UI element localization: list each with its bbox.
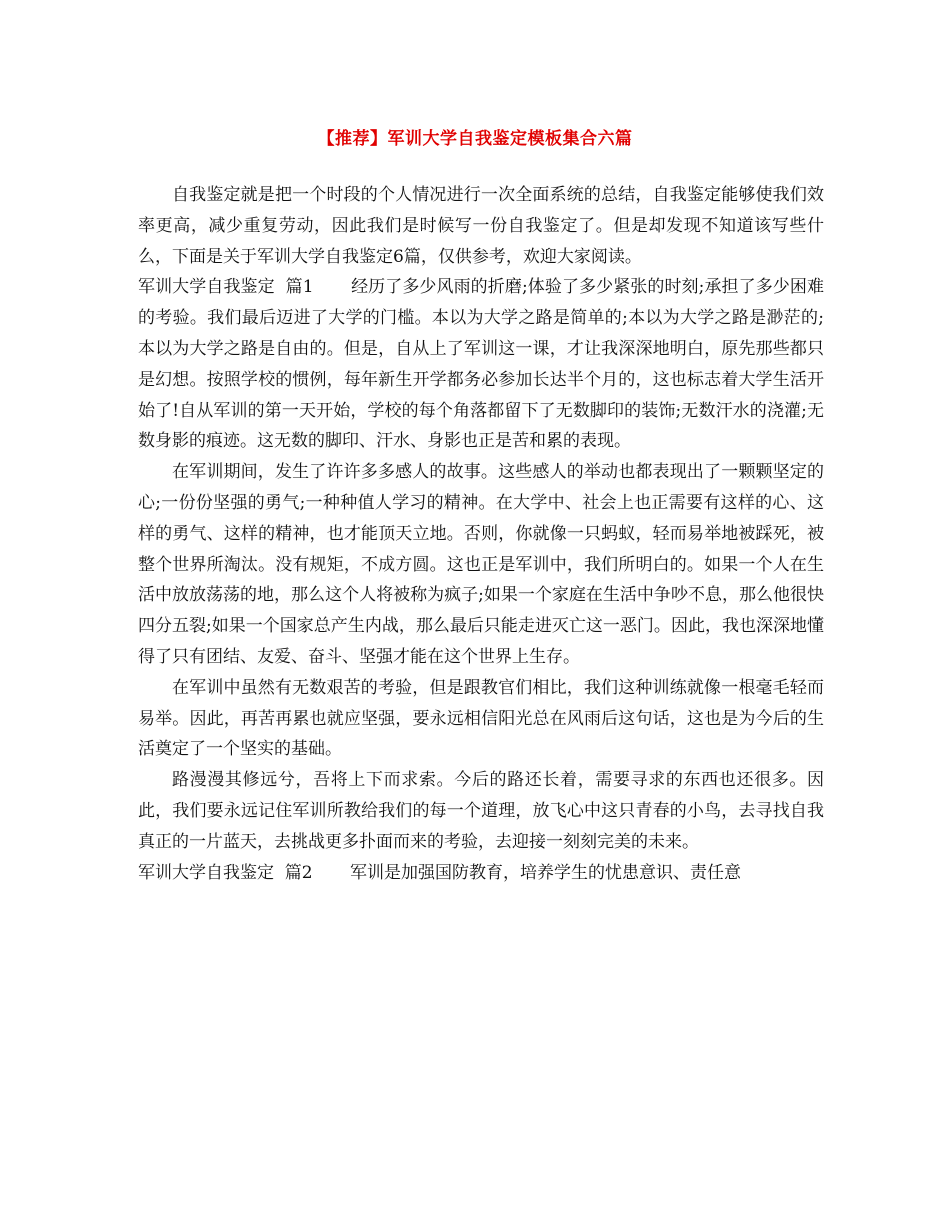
section-2-text: 军训是加强国防教育，培养学生的忧患意识、责任意 bbox=[350, 862, 742, 883]
section-1-paragraph-4: 路漫漫其修远兮，吾将上下而求索。今后的路还长着，需要寻求的东西也还很多。因此，我们要永远记住军训所教给我们的每一个道理，放飞心中这只青春的小鸟，去寻找自我真正的一片蓝天，去挑战更多扑面而来的考验，去迎接一刻刻完美的未来。 bbox=[138, 770, 824, 852]
section-1-paragraph-3: 在军训中虽然有无数艰苦的考验，但是跟教官们相比，我们这种训练就像一根毫毛轻而易举。因此，再苦再累也就应坚强，要永远相信阳光总在风雨后这句话，这也是为今后的生活奠定了一个坚实的基础。 bbox=[138, 677, 824, 760]
section-2-heading: 军训大学自我鉴定 篇2 bbox=[138, 862, 313, 883]
section-1-heading: 军训大学自我鉴定 篇1 bbox=[138, 277, 314, 298]
section-1-text: 经历了多少风雨的折磨;体验了多少紧张的时刻;承担了多少困难的考验。我们最后迈进了大学的门槛。本以为大学之路是简单的;本以为大学之路是渺茫的;本以为大学之路是自由的。但是，自从上了军训这一课，才让我深深地明白，原先那些都只是幻想。按照学校的惯例，每年新生开学都务必参加长达半个月的，这也标志着大学生活开始了!自从军训的第一天开始，学校的每个角落都留下了无数脚印的装饰;无数汗水的浇灌;无数身影的痕迹。这无数的脚印、汗水、身影也正是苦和累的表现。 bbox=[138, 277, 824, 452]
intro-paragraph: 自我鉴定就是把一个时段的个人情况进行一次全面系统的总结，自我鉴定能够使我们效率更高，减少重复劳动，因此我们是时候写一份自我鉴定了。但是却发现不知道该写些什么，下面是关于军训大学自我鉴定6篇，仅供参考，欢迎大家阅读。 bbox=[138, 185, 824, 267]
section-1-paragraph-1 bbox=[138, 272, 824, 457]
document-title: 【推荐】军训大学自我鉴定模板集合六篇 bbox=[317, 129, 633, 149]
document-body bbox=[138, 180, 824, 888]
section-1-paragraph-2: 在军训期间，发生了许许多多感人的故事。这些感人的举动也都表现出了一颗颗坚定的心;一份份坚强的勇气;一种种值人学习的精神。在大学中、社会上也正需要有这样的心、这样的勇气、这样的精神，也才能顶天立地。否则，你就像一只蚂蚁，轻而易举地被踩死，被整个世界所淘汰。没有规矩，不成方圆。这也正是军训中，我们所明白的。如果一个人在生活中放放荡荡的地，那么这个人将被称为疯子;如果一个家庭在生活中争吵不息，那么他很快四分五裂;如果一个国家总产生内战，那么最后只能走进灭亡这一恶门。因此，我也深深地懂得了只有团结、友爱、奋斗、坚强才能在这个世界上生存。 bbox=[138, 462, 824, 667]
section-2-paragraph-1 bbox=[138, 858, 824, 889]
